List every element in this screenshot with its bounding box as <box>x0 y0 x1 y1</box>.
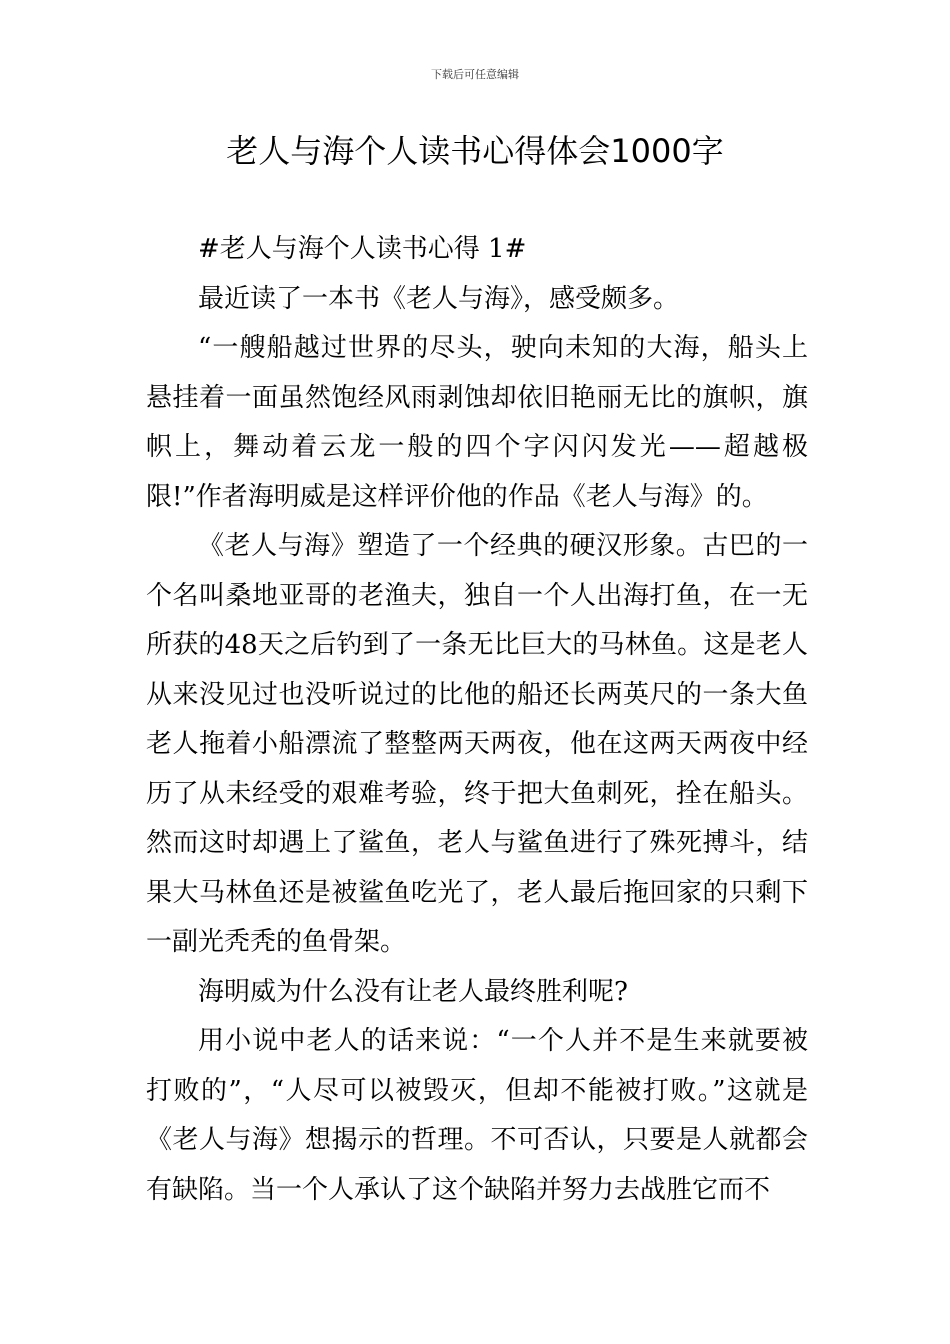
paragraph: 海明威为什么没有让老人最终胜利呢? <box>198 976 628 1007</box>
paragraph-heading: #老人与海个人读书心得 1# <box>198 234 527 264</box>
header-note: 下载后可任意编辑 <box>431 68 519 81</box>
paragraph: “一艘船越过世界的尽头，驶向未知的大海，船头上悬挂着一面虽然饱经风雨剥蚀却依旧艳丽无比的旗帜，旗帜上，舞动着云龙一般的四个字闪闪发光——超越极限!”作者海明威是这样评价他的作品《老人与海》的。 <box>146 333 808 512</box>
paragraph: 《老人与海》塑造了一个经典的硬汉形象。古巴的一个名叫桑地亚哥的老渔夫，独自一个人出海打鱼，在一无所获的48天之后钓到了一条无比巨大的马林鱼。这是老人从来没见过也没听说过的比他的船还长两英尺的一条大鱼老人拖着小船漂流了整整两天两夜，他在这两天两夜中经历了从未经受的艰难考验，终于把大鱼刺死，拴在船头。然而这时却遇上了鲨鱼，老人与鲨鱼进行了殊死搏斗，结果大马林鱼还是被鲨鱼吃光了，老人最后拖回家的只剩下一副光秃秃的鱼骨架。 <box>146 531 808 957</box>
paragraph: 最近读了一本书《老人与海》，感受颇多。 <box>198 283 680 314</box>
page-title: 老人与海个人读书心得体会1000字 <box>226 132 724 170</box>
paragraph: 用小说中老人的话来说：“一个人并不是生来就要被打败的”，“人尽可以被毁灭，但却不能被打败。”这就是《老人与海》想揭示的哲理。不可否认，只要是人就都会有缺陷。当一个人承认了这个缺陷并努力去战胜它而不 <box>146 1026 808 1205</box>
body-text <box>146 225 808 1215</box>
